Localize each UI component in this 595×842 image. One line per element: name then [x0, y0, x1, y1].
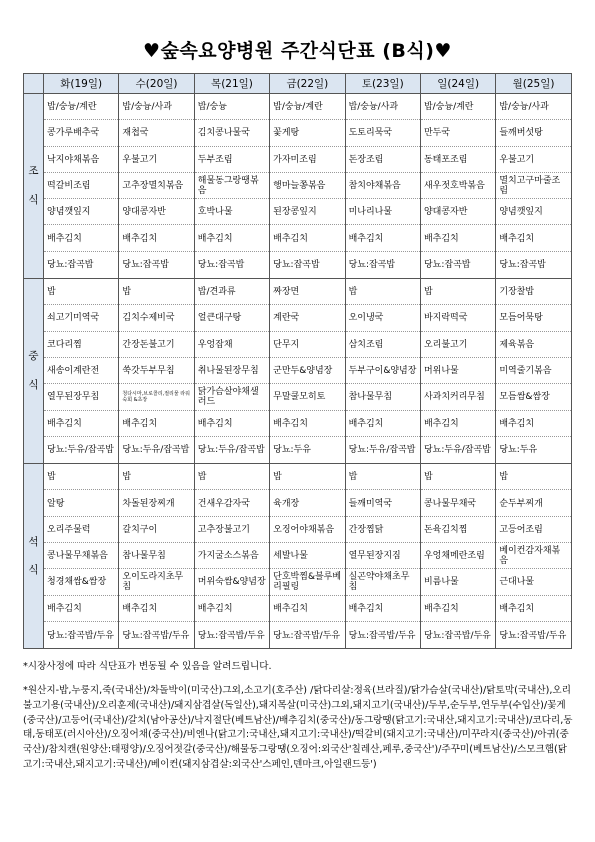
menu-item: 순두부찌개 [496, 490, 570, 516]
day-header: 수(20일) [119, 74, 194, 94]
menu-item: 당뇨:두유/잡곡밥 [122, 445, 190, 456]
menu-item: 미나리나물 [346, 199, 420, 225]
menu-item: 청경채쌈&쌈장 [44, 569, 118, 595]
menu-item: 당뇨:두유/잡곡밥 [348, 445, 416, 456]
meal-row [24, 464, 572, 649]
menu-item: 떡갈비조림 [44, 173, 118, 199]
menu-item: 도토리묵국 [346, 120, 420, 146]
menu-item: 당뇨:두유 [499, 445, 538, 456]
day-header: 금(22일) [270, 74, 345, 94]
weekly-menu-table [23, 73, 572, 649]
menu-item: 배추김치 [44, 225, 118, 251]
menu-item: 모듬어묵탕 [496, 305, 570, 331]
menu-item: 밥 [44, 464, 118, 490]
menu-item: 오이도라지초무침 [119, 569, 193, 595]
menu-item: 배추김치 [421, 596, 495, 622]
menu-item: 밥 [270, 464, 344, 490]
day-menu-cell [420, 279, 495, 464]
menu-item: 밥 [119, 279, 193, 305]
menu-item: 밥/숭늉/계란 [421, 94, 495, 120]
menu-item: 해물동그랑땡볶음 [195, 173, 269, 199]
menu-item: 당뇨:잡곡밥/두유 [47, 630, 114, 641]
menu-item: 당뇨:잡곡밥 [348, 260, 396, 271]
menu-item: 삼치조림 [346, 332, 420, 358]
meal-row [24, 94, 572, 279]
menu-item: 호박나물 [195, 199, 269, 225]
menu-item: 배추김치 [44, 596, 118, 622]
day-menu-cell [270, 279, 345, 464]
menu-item: 김치콩나물국 [195, 120, 269, 146]
menu-item: 당뇨:잡곡밥 [197, 260, 245, 271]
menu-item: 배추김치 [496, 225, 570, 251]
menu-item: 바지락떡국 [421, 305, 495, 331]
menu-item: 밥/숭늉/사과 [346, 94, 420, 120]
menu-item: 배추김치 [421, 225, 495, 251]
menu-item: 당뇨:두유/잡곡밥 [197, 445, 265, 456]
menu-item: 당뇨:잡곡밥 [499, 260, 546, 271]
menu-item: 돈장조림 [346, 147, 420, 173]
meal-label-char: 식 [28, 379, 39, 392]
day-header-row [24, 74, 572, 94]
menu-item: 양대콩자반 [119, 199, 193, 225]
menu-item: 머위나물 [421, 358, 495, 384]
menu-item: 당뇨:두유/잡곡밥 [47, 445, 114, 456]
menu-item: 알탕 [44, 490, 118, 516]
menu-item: 배추김치 [119, 225, 193, 251]
menu-item: 콩가루배추국 [44, 120, 118, 146]
menu-item: 얼큰대구탕 [195, 305, 269, 331]
menu-item: 배추김치 [195, 411, 269, 437]
day-header: 목(21일) [194, 74, 269, 94]
menu-item: 멸치고구마줄조림 [496, 173, 570, 199]
menu-item: 육개장 [270, 490, 344, 516]
menu-item: 오리불고기 [421, 332, 495, 358]
menu-item: 배추김치 [270, 411, 344, 437]
day-menu-cell [194, 279, 269, 464]
menu-item: 밥 [119, 464, 193, 490]
menu-item: 당뇨:잡곡밥 [122, 260, 169, 271]
menu-item: 우불고기 [496, 147, 570, 173]
meal-row [24, 279, 572, 464]
menu-item: 양념깻잎지 [44, 199, 118, 225]
menu-item: 두부구이&양념장 [346, 358, 420, 384]
day-menu-cell [119, 279, 194, 464]
day-menu-cell [44, 464, 119, 649]
menu-item: 양대콩자반 [421, 199, 495, 225]
menu-item: 배추김치 [346, 596, 420, 622]
day-menu-cell [119, 94, 194, 279]
menu-item: 된장콩잎지 [270, 199, 344, 225]
menu-item: 콩나물무채국 [421, 490, 495, 516]
day-menu-cell [496, 279, 571, 464]
meal-label [24, 464, 44, 649]
menu-item: 밥/숭늉/계란 [270, 94, 344, 120]
day-menu-cell [44, 279, 119, 464]
menu-item: 밥 [496, 464, 570, 490]
menu-item: 당뇨:잡곡밥/두유 [423, 630, 491, 641]
menu-item: 밥/견과류 [195, 279, 269, 305]
menu-item: 양념깻잎지 [496, 199, 570, 225]
day-menu-cell [194, 464, 269, 649]
day-menu-cell [270, 94, 345, 279]
menu-item: 고추장멸치볶음 [119, 173, 193, 199]
menu-item: 미역줄기볶음 [496, 358, 570, 384]
menu-item: 당뇨:잡곡밥 [47, 260, 94, 271]
menu-item: 당뇨:잡곡밥/두유 [348, 630, 416, 641]
menu-item: 두부조림 [195, 147, 269, 173]
day-menu-cell [270, 464, 345, 649]
menu-item: 당뇨:잡곡밥 [273, 260, 320, 271]
menu-item: 가자미조림 [270, 147, 344, 173]
menu-item: 동태포조림 [421, 147, 495, 173]
menu-item: 당뇨:잡곡밥/두유 [273, 630, 341, 641]
menu-item: 닭가슴살야채샐러드 [195, 384, 269, 410]
menu-item: 배추김치 [119, 596, 193, 622]
menu-item: 배추김치 [346, 411, 420, 437]
menu-item: 배추김치 [195, 225, 269, 251]
origin-info: *원산지-밥,누룽지,죽(국내산)/차돌박이(미국산)그외,소고기(호주산) /닭다리살:정육(브라질)/닭가슴살(국내산)/닭토막(국내산),오리불고기용(국내산)/오리훈제(국내산)/돼지삼겹살(독일산),돼지목살(미국산)그외,돼지고기(국내산)/두부,순두부,연두부(수입산)/꽃게(중국산)/고등어(국내산)/갈치(남아공산)/낙지절단(베트남산)/배추김치(중국산)/동그랑땡(닭고기:국내산,돼지고기:국내산)/코다리,동태,동태포(러시아산)/오징어채(중국산)/비엔나(닭고기:국내산,돼지고기:국내산)/떡갈비(돼지고기:국내산)/미꾸라지(중국산)/아귀(중국산)/참치캔(원양산:태평양)/오징어젓갈(중국산)/해물동그랑땡(오징어:외국산'칠레산,페루,중국산')/주꾸미(베트남산)/스모크햄(닭고기:국내산,돼지고기:국내산)/베이컨(돼지삼겹살:외국산'스페인,덴마크,아일랜드등') [23, 684, 573, 771]
meal-label-char: 석 [28, 535, 39, 548]
menu-item: 베이컨감자채볶음 [496, 543, 570, 569]
menu-item: 쑥갓두부무침 [119, 358, 193, 384]
menu-item: 우엉채메란조림 [421, 543, 495, 569]
menu-item: 배추김치 [496, 411, 570, 437]
menu-item: 꽃게탕 [270, 120, 344, 146]
menu-item: 배추김치 [195, 596, 269, 622]
menu-item: 짜장면 [270, 279, 344, 305]
menu-item: 가지굴소스볶음 [195, 543, 269, 569]
menu-item: 콩나물무채볶음 [44, 543, 118, 569]
menu-item: 열무된장지짐 [346, 543, 420, 569]
menu-item: 우엉잡채 [195, 332, 269, 358]
day-menu-cell [420, 94, 495, 279]
meal-label [24, 279, 44, 464]
menu-item: 새우젓호박볶음 [421, 173, 495, 199]
day-header: 토(23일) [345, 74, 420, 94]
day-header: 화(19일) [44, 74, 119, 94]
menu-item: 배추김치 [421, 411, 495, 437]
menu-item: 제육볶음 [496, 332, 570, 358]
day-menu-cell [194, 94, 269, 279]
menu-item: 밥 [195, 464, 269, 490]
menu-item: 밥 [44, 279, 118, 305]
menu-item: 당뇨:두유 [273, 445, 311, 456]
day-menu-cell [119, 464, 194, 649]
meal-label-char: 조 [28, 165, 39, 178]
menu-item: 오징어야채볶음 [270, 517, 344, 543]
menu-item: 재첩국 [119, 120, 193, 146]
meal-label [24, 94, 44, 279]
day-header: 일(24일) [420, 74, 495, 94]
menu-item: 행마늘쫑볶음 [270, 173, 344, 199]
menu-item: 밥 [421, 279, 495, 305]
menu-item: 참치야채볶음 [346, 173, 420, 199]
menu-item: 당뇨:잡곡밥/두유 [499, 630, 567, 641]
menu-item: 우불고기 [119, 147, 193, 173]
menu-item: 배추김치 [270, 225, 344, 251]
menu-item: 들깨버섯탕 [496, 120, 570, 146]
menu-item: 배추김치 [346, 225, 420, 251]
menu-item: 배추김치 [496, 596, 570, 622]
day-menu-cell [345, 94, 420, 279]
menu-item: 계란국 [270, 305, 344, 331]
menu-item: 군만두&양념장 [270, 358, 344, 384]
menu-item: 근대나물 [496, 569, 570, 595]
menu-item: 만두국 [421, 120, 495, 146]
menu-item: 실곤약야채초무침 [346, 569, 420, 595]
menu-item: 당뇨:잡곡밥/두유 [197, 630, 265, 641]
menu-item: 무말쿨모히토 [270, 384, 344, 410]
menu-item: 밥 [421, 464, 495, 490]
menu-item: 낙지야채볶음 [44, 147, 118, 173]
menu-item: 오이냉국 [346, 305, 420, 331]
menu-item: 간장찜닭 [346, 517, 420, 543]
menu-item: 참나물무침 [119, 543, 193, 569]
menu-item: 건새우감자국 [195, 490, 269, 516]
meal-label-char: 식 [28, 564, 39, 577]
menu-item: 단무지 [270, 332, 344, 358]
day-menu-cell [345, 464, 420, 649]
menu-item: 기장찰밥 [496, 279, 570, 305]
menu-item: 당뇨:잡곡밥/두유 [122, 630, 190, 641]
menu-item: 간장돈불고기 [119, 332, 193, 358]
menu-item: 배추김치 [44, 411, 118, 437]
menu-item: 차돌된장찌개 [119, 490, 193, 516]
menu-item: 고추장불고기 [195, 517, 269, 543]
menu-item: 당뇨:잡곡밥 [423, 260, 471, 271]
day-menu-cell [496, 94, 571, 279]
menu-item: 모듬쌈&쌈장 [496, 384, 570, 410]
menu-item: 배추김치 [119, 411, 193, 437]
meal-label-char: 중 [28, 350, 39, 363]
day-menu-cell [496, 464, 571, 649]
menu-item: 배추김치 [270, 596, 344, 622]
page-title: ♥숲속요양병원 주간식단표 (B식)♥ [143, 40, 452, 62]
menu-item: 밥 [346, 279, 420, 305]
menu-item: 참나물무침 [346, 384, 420, 410]
menu-item: 취나물된장무침 [195, 358, 269, 384]
menu-item: 쇠고기미역국 [44, 305, 118, 331]
menu-item: 청다시마,브로콜리,절리물 라워숙회 &초장 [119, 384, 193, 410]
menu-item: 밥/숭늉/사과 [496, 94, 570, 120]
menu-item: 밥/숭늉/계란 [44, 94, 118, 120]
day-menu-cell [345, 279, 420, 464]
menu-item: 새송이계란전 [44, 358, 118, 384]
day-header: 월(25일) [496, 74, 571, 94]
change-notice: *시장사정에 따라 식단표가 변동될 수 있음을 알려드립니다. [23, 661, 272, 672]
menu-item: 들깨미역국 [346, 490, 420, 516]
meal-label-char: 식 [28, 194, 39, 207]
menu-item: 밥/숭늉 [195, 94, 269, 120]
menu-item: 돈육김치찜 [421, 517, 495, 543]
menu-item: 비름나물 [421, 569, 495, 595]
menu-item: 사과치커리무침 [421, 384, 495, 410]
menu-item: 코다리찜 [44, 332, 118, 358]
menu-item: 오리주물럭 [44, 517, 118, 543]
menu-item: 세발나물 [270, 543, 344, 569]
menu-item: 밥/숭늉/사과 [119, 94, 193, 120]
notes [23, 660, 573, 782]
menu-item: 고등어조림 [496, 517, 570, 543]
menu-item: 갈치구이 [119, 517, 193, 543]
menu-item: 단호박찜&블루베리필링 [270, 569, 344, 595]
menu-item: 김치수제비국 [119, 305, 193, 331]
menu-item: 열무된장무침 [44, 384, 118, 410]
day-menu-cell [44, 94, 119, 279]
corner-cell [24, 74, 44, 94]
menu-item: 밥 [346, 464, 420, 490]
menu-item: 머위숙쌈&양념장 [195, 569, 269, 595]
menu-item: 당뇨:두유/잡곡밥 [423, 445, 491, 456]
day-menu-cell [420, 464, 495, 649]
